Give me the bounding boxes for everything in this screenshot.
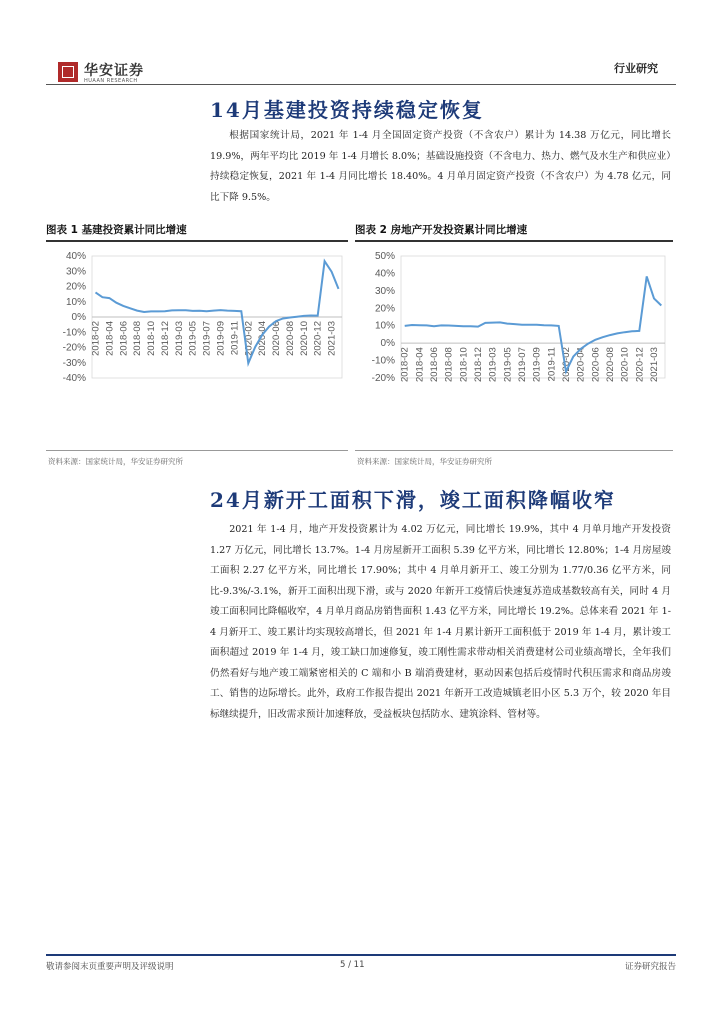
footer-report-type: 证券研究报告 [624,962,676,972]
x-tick-label: 2018-02 [90,321,102,356]
company-logo-icon [58,62,78,82]
x-tick-label: 2020-08 [605,347,616,383]
y-tick-label: 30% [374,285,395,297]
page-header [46,58,676,88]
chart-real-estate-investment [355,246,673,446]
x-tick-label: 2019-07 [201,321,213,356]
y-tick-label: -20% [62,342,86,354]
x-tick-label: 2020-04 [257,321,269,356]
footer-divider [46,954,676,956]
section-1-paragraph: 根据国家统计局，2021 年 1-4 月全国固定资产投资（不含农户）累计为 14.38 万亿元，同比增长 19.9%，两年平均比 2019 年 1-4 月增长 8.0%；基础设施投资（不含电力、热力、燃气及水生产和供应业）持续稳定恢复，2021 年 1-4 月同比增长 18.40%。4 月单月固定资产投资（不含农户）为 4.78 亿元，同比下降 9.5%。 [210,130,671,203]
x-tick-label: 2020-12 [634,347,646,383]
figure-2-title-rule [355,240,673,242]
logo-text: 华安证券 [84,63,144,79]
x-tick-label: 2020-12 [312,321,324,356]
x-tick-label: 2019-09 [531,347,543,383]
x-tick-label: 2019-09 [215,321,227,356]
figure-2-source-rule [355,450,673,451]
x-tick-label: 2018-08 [132,321,144,356]
x-tick-label: 2020-02 [561,347,572,383]
logo-subtext: HUAAN RESEARCH [84,78,138,84]
x-tick-label: 2020-02 [243,321,255,356]
section-1-title: 14月基建投资持续稳定恢复 [210,98,484,122]
figure-1-title-rule [46,240,348,242]
section-2-paragraph: 2021 年 1-4 月，地产开发投资累计为 4.02 万亿元，同比增长 19.9%，其中 4 月单月地产开发投资 1.27 万亿元，同比增长 13.7%。1-4 月房屋新开工面积 5.39 亿平方米，同比增长 12.80%；1-4 月房屋竣工面积 2.27 亿平方米，同比增长 17.90%；其中 4 月单月新开工、竣工分别为 1.77/0.36 亿平方米，同比-9.3%/-3.1%，新开工面积出现下滑，或与 2020 年新开工疫情后快速复苏造成基数较高有关，同时 4 月竣工面积同比降幅收窄，4 月单月商品房销售面积 1.43 亿平方米，同比增长 19.2%。总体来看 2021 年 1-4 月新开工、竣工累计均实现较高增长，但 2021 年 1-4 月累计新开工面积低于 2019 年 1-4 月，累计竣工面积超过 2019 年 1-4 月，竣工缺口加速修复，竣工刚性需求带动相关消费建材公司业绩高增长，全年我们仍然看好与地产竣工端紧密相关的 C 端和小 B 端消费建材，驱动因素包括后疫情时代积压需求和商品房竣工、销售的边际增长。此外，政府工作报告提出 2021 年新开工改造城镇老旧小区 5.3 万个，较 2020 年目标继续提升，旧改需求预计加速释放，受益板块包括防水、建筑涂料、管材等。 [210,524,671,720]
x-tick-label: 2018-12 [159,321,171,356]
x-tick-label: 2019-11 [546,347,558,382]
header-divider [46,84,676,85]
page-number: 5 / 11 [340,960,365,970]
x-tick-label: 2019-11 [229,321,241,356]
figure-1-source: 资料来源：国家统计局，华安证券研究所 [48,457,183,466]
x-tick-label: 2018-06 [118,321,130,356]
x-tick-label: 2021-03 [649,347,660,383]
y-tick-label: 20% [65,281,86,293]
report-category: 行业研究 [614,62,658,75]
x-tick-label: 2018-08 [443,347,455,383]
figure-1-title: 图表 1 基建投资累计同比增速 [46,224,187,236]
y-tick-label: -20% [371,373,395,384]
x-tick-label: 2020-10 [298,321,310,356]
x-tick-label: 2019-03 [487,347,499,383]
y-tick-label: 0% [380,338,395,350]
figure-2-source: 资料来源：国家统计局，华安证券研究所 [357,457,492,466]
x-tick-label: 2019-05 [187,321,199,356]
x-tick-label: 2019-07 [517,347,528,383]
chart-infrastructure-investment [46,246,350,446]
x-tick-label: 2020-06 [271,321,283,356]
y-tick-label: 20% [374,303,395,315]
figure-1-source-rule [46,450,348,451]
y-tick-label: -10% [62,327,86,339]
figure-2-title: 图表 2 房地产开发投资累计同比增速 [355,224,528,236]
y-tick-label: 40% [374,268,395,280]
x-tick-label: 2020-04 [575,347,587,383]
x-tick-label: 2019-03 [173,321,185,356]
section-2-title: 24月新开工面积下滑，竣工面积降幅收窄 [210,488,616,512]
x-tick-label: 2018-02 [399,347,411,383]
x-tick-label: 2020-10 [619,347,631,383]
y-tick-label: 50% [374,251,395,262]
y-tick-label: -40% [62,373,86,384]
y-tick-label: 30% [65,266,86,278]
x-tick-label: 2018-10 [146,321,158,356]
y-tick-label: 40% [65,251,86,262]
x-tick-label: 2019-05 [502,347,514,383]
x-tick-label: 2018-12 [473,347,484,383]
y-tick-label: -10% [371,355,395,367]
footer-disclaimer: 敬请参阅末页重要声明及评级说明 [46,962,174,972]
y-tick-label: -30% [62,357,86,369]
x-tick-label: 2021-03 [326,321,338,356]
y-tick-label: 0% [71,312,86,323]
x-tick-label: 2020-06 [590,347,602,383]
y-tick-label: 10% [374,320,395,332]
x-tick-label: 2018-10 [458,347,470,383]
x-tick-label: 2018-04 [104,321,116,356]
x-tick-label: 2020-08 [284,321,296,356]
x-tick-label: 2018-06 [429,347,440,383]
y-tick-label: 10% [65,296,86,308]
x-tick-label: 2018-04 [414,347,426,383]
